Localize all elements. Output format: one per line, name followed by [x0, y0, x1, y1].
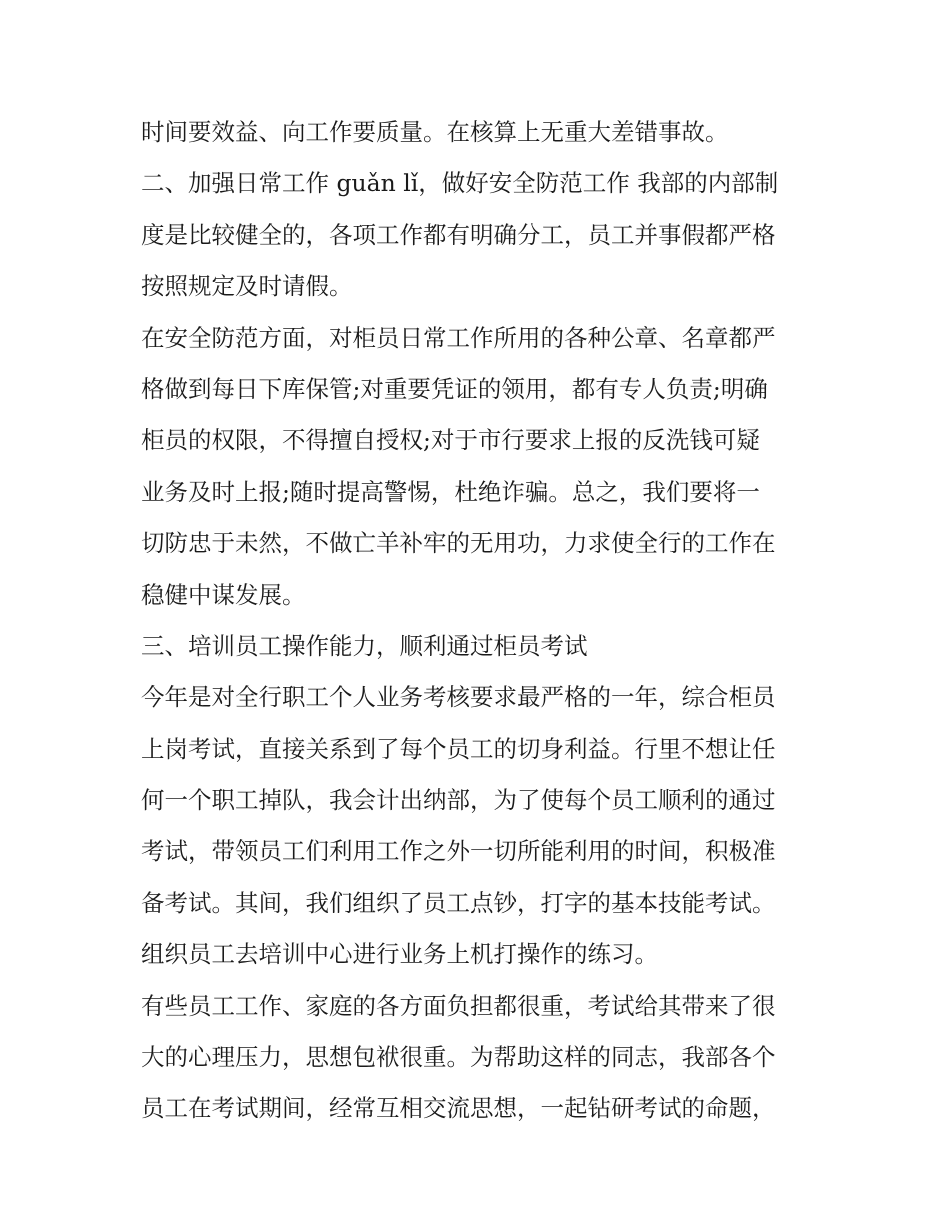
body-text	[141, 107, 813, 1135]
text-line: 考试，带领员工们利用工作之外一切所能利用的时间，积极准	[141, 837, 776, 866]
text-line: 有些员工工作、家庭的各方面负担都很重，考试给其带来了很	[141, 991, 776, 1020]
text-line: 上岗考试，直接关系到了每个员工的切身利益。行里不想让任	[141, 734, 776, 763]
text-line: 大的心理压力，思想包袱很重。为帮助这样的同志，我部各个	[141, 1043, 776, 1072]
text-line: 格做到每日下库保管;对重要凭证的领用，都有专人负责;明确	[141, 374, 768, 403]
text-line: 今年是对全行职工个人业务考核要求最严格的一年，综合柜员	[141, 683, 776, 712]
text-line: 在安全防范方面，对柜员日常工作所用的各种公章、名章都严	[141, 323, 776, 352]
section-heading-2: 二、加强日常工作 guǎn lǐ，做好安全防范工作 我部的内部制	[141, 169, 779, 198]
text-line: 度是比较健全的，各项工作都有明确分工，员工并事假都严格	[141, 220, 776, 249]
section-heading-3: 三、培训员工操作能力，顺利通过柜员考试	[141, 631, 588, 660]
text-line: 按照规定及时请假。	[141, 272, 353, 301]
text-line: 业务及时上报;随时提高警惕，杜绝诈骗。总之，我们要将一	[141, 477, 760, 506]
text-line: 何一个职工掉队，我会计出纳部，为了使每个员工顺利的通过	[141, 786, 776, 815]
text-line: 切防忠于未然，不做亡羊补牢的无用功，力求使全行的工作在	[141, 529, 776, 558]
text-line: 组织员工去培训中心进行业务上机打操作的练习。	[141, 940, 658, 969]
text-line: 柜员的权限，不得擅自授权;对于市行要求上报的反洗钱可疑	[141, 426, 760, 455]
text-line: 备考试。其间，我们组织了员工点钞，打字的基本技能考试。	[141, 888, 776, 917]
text-line: 稳健中谋发展。	[141, 580, 306, 609]
text-line: 时间要效益、向工作要质量。在核算上无重大差错事故。	[141, 118, 729, 146]
text-line: 员工在考试期间，经常互相交流思想，一起钻研考试的命题，	[141, 1094, 776, 1123]
